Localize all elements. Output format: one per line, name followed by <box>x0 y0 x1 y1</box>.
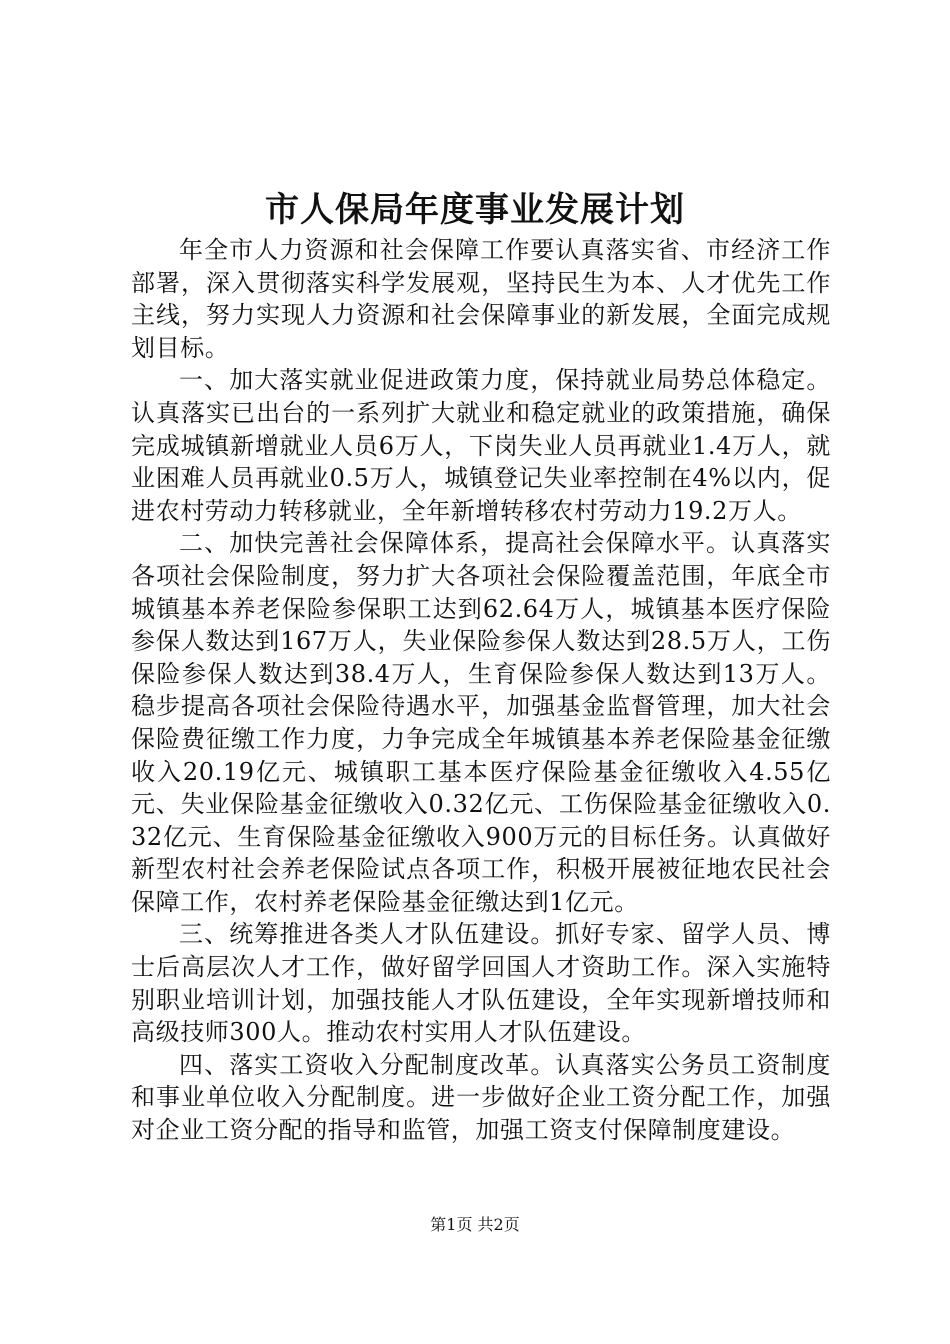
paragraph-employment: 一、加大落实就业促进政策力度，保持就业局势总体稳定。认真落实已出台的一系列扩大就业和稳定就业的政策措施，确保完成城镇新增就业人员6万人，下岗失业人员再就业1.4万人，就业困难人员再就业0.5万人，城镇登记失业率控制在4%以内，促进农村劳动力转移就业，全年新增转移农村劳动力19.2万人。 <box>131 366 831 525</box>
paragraph-social-security: 二、加快完善社会保障体系，提高社会保障水平。认真落实各项社会保险制度，努力扩大各项社会保险覆盖范围，年底全市城镇基本养老保险参保职工达到62.64万人，城镇基本医疗保险参保人数达到167万人，失业保险参保人数达到28.5万人，工伤保险参保人数达到38.4万人，生育保险参保人数达到13万人。稳步提高各项社会保险待遇水平，加强基金监督管理，加大社会保险费征缴工作力度，力争完成全年城镇基本养老保险基金征缴收入20.19亿元、城镇职工基本医疗保险基金征缴收入4.55亿元、失业保险基金征缴收入0.32亿元、工伤保险基金征缴收入0.32亿元、生育保险基金征缴收入900万元的目标任务。认真做好新型农村社会养老保险试点各项工作，积极开展被征地农民社会保障工作，农村养老保险基金征缴达到1亿元。 <box>131 529 831 916</box>
page-number: 第1页 共2页 <box>430 1215 520 1234</box>
paragraph-intro: 年全市人力资源和社会保障工作要认真落实省、市经济工作部署，深入贯彻落实科学发展观，坚持民生为本、人才优先工作主线，努力实现人力资源和社会保障事业的新发展，全面完成规划目标。 <box>131 236 831 362</box>
document-body <box>131 234 831 1147</box>
paragraph-talent: 三、统筹推进各类人才队伍建设。抓好专家、留学人员、博士后高层次人才工作，做好留学回国人才资助工作。深入实施特别职业培训计划，加强技能人才队伍建设，全年实现新增技师和高级技师300人。推动农村实用人才队伍建设。 <box>131 920 831 1047</box>
paragraph-wages: 四、落实工资收入分配制度改革。认真落实公务员工资制度和事业单位收入分配制度。进一步做好企业工资分配工作，加强对企业工资分配的指导和监管，加强工资支付保障制度建设。 <box>131 1050 831 1145</box>
document-title: 市人保局年度事业发展计划 <box>265 190 685 230</box>
